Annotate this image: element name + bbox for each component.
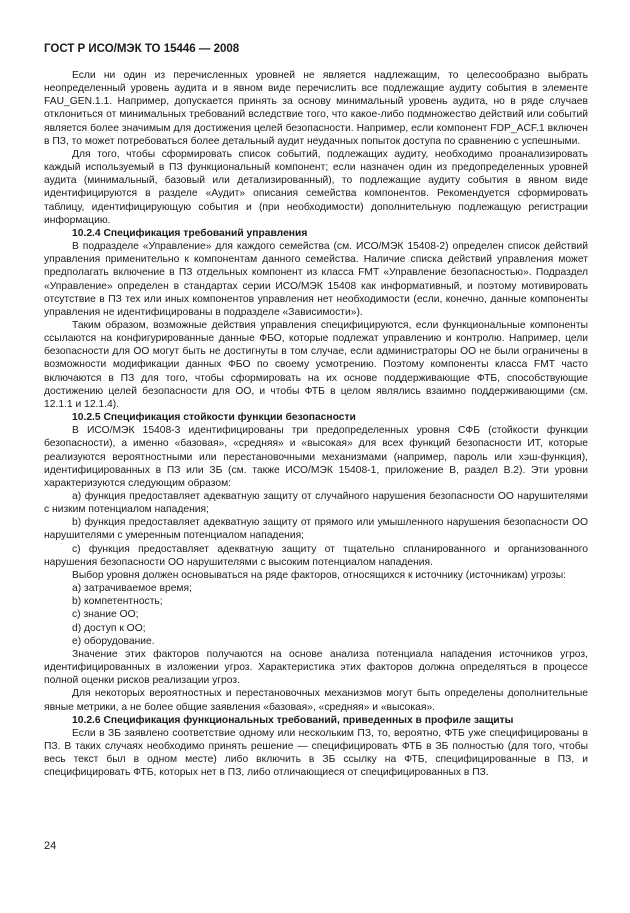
paragraph: В ИСО/МЭК 15408-3 идентифицированы три предопределенных уровня СФБ (стойкости функции безопасности), а именно «базовая», «средняя» и «высокая» для всех функций безопасности ИТ, которые реализуются вероятностными или перестановочными механизмами (например, пароль или хэш-функция), идентифицированных в ПЗ или ЗБ (см. также ИСО/МЭК 15408-1, приложение В, раздел В.2). Эти уровни характеризуются следующим образом: — [44, 425, 588, 489]
list-item: b) функция предоставляет адекватную защиту от прямого или умышленного нарушения безопасности ОО нарушителями с умеренным потенциалом нападения; — [44, 517, 588, 542]
section-heading-10-2-4: 10.2.4 Спецификация требований управления — [72, 227, 308, 239]
paragraph: Таким образом, возможные действия управления специфицируются, если функциональные компоненты ссылаются на конфигурированные данные ФБО, которые подлежат управлению и контролю. Например, цели безопасности для ОО могут быть не достигнуты в том случае, если администраторы ОО не были ограничены в возможности модификации данных ФБО по своему усмотрению. Поэтому компоненты класса FMT часто включаются в ПЗ для того, чтобы сформировать на их основе поддерживающие ФТБ, способствующие достижению целей безопасности для ОО, и чтобы ФТБ в целом являлись взаимно поддерживающими (см. 12.1.1 и 12.1.4). — [44, 319, 588, 410]
section-heading-10-2-5: 10.2.5 Спецификация стойкости функции безопасности — [72, 412, 356, 424]
paragraph: Если ни один из перечисленных уровней не является надлежащим, то целесообразно выбрать неопределенный уровень аудита и в явном виде перечислить все подлежащие аудиту события в элементе FAU_GEN.1.1. Например, допускается принять за основу минимальный уровень аудита, но в ряде случаев отклониться от минимальных требований вследствие того, что какое-либо подмножество действий или событий является более значимым для достижения целей безопасности. Например, если компонент FDP_ACF.1 включен в ПЗ, то может потребоваться более детальный аудит неудачных попыток доступа по сравнению с успешными. — [44, 70, 588, 147]
list-item: b) компетентность; — [72, 596, 163, 608]
list-item: c) знание ОО; — [72, 609, 139, 621]
paragraph: Если в ЗБ заявлено соответствие одному или нескольким ПЗ, то, вероятно, ФТБ уже специфицированы в ПЗ. В таких случаях необходимо принять решение — специфицировать ФТБ в ЗБ полностью (для того, чтобы весь текст был в одном месте) либо включить в ЗБ ссылку на ФТБ, специфицированные в ПЗ, и специфицировать ФТБ, которых нет в ПЗ, либо отличающиеся от специфицированных в ПЗ. — [44, 727, 588, 779]
list-item: a) затрачиваемое время; — [72, 583, 192, 595]
paragraph: Для того, чтобы сформировать список событий, подлежащих аудиту, необходимо проанализировать каждый используемый в ПЗ функциональный компонент; если назначен один из предопределенных уровней аудита (минимальный, базовый или детализированный), то подлежащие аудиту события в явном виде идентифицируются в разделе «Аудит» описания семейства компонентов. Рекомендуется сформировать таблицу, идентифицирующую события и (при необходимости) дополнительную подлежащую регистрации информацию. — [44, 148, 588, 226]
list-item: e) оборудование. — [72, 635, 155, 647]
list-item: c) функция предоставляет адекватную защиту от тщательно спланированного и организованного нарушения безопасности ОО нарушителями с высоким потенциалом нападения. — [44, 543, 588, 568]
paragraph: Выбор уровня должен основываться на ряде факторов, относящихся к источнику (источникам) угрозы: — [72, 569, 567, 581]
page-number: 24 — [44, 840, 57, 852]
list-item: a) функция предоставляет адекватную защиту от случайного нарушения безопасности ОО нарушителями с низким потенциалом нападения; — [44, 491, 588, 516]
paragraph: Значение этих факторов получаются на основе анализа потенциала нападения источников угроз, идентифицированных в изложении угроз. Характеристика этих факторов должна определяться в процессе полной оценки рисков реализации угроз. — [44, 648, 588, 687]
section-heading-10-2-6: 10.2.6 Спецификация функциональных требований, приведенных в профиле защиты — [72, 714, 514, 726]
document-header: ГОСТ Р ИСО/МЭК ТО 15446 — 2008 — [44, 43, 240, 55]
list-item: d) доступ к ОО; — [72, 622, 146, 634]
document-body — [44, 69, 588, 779]
paragraph: В подразделе «Управление» для каждого семейства (см. ИСО/МЭК 15408-2) определен список действий управления применительно к компонентам данного семейства. Наличие списка действий управления может предполагать включение в ПЗ отдельных компонент из класса FMT «Управление безопасностью». Подраздел «Управление» определен в стандартах серии ИСО/МЭК 15408 как информативный, и поэтому мотивировать отсутствие в ПЗ тех или иных компонентов управления нет необходимости (если, конечно, данные компоненты управления не идентифицированы в подразделе «Зависимости»). — [44, 241, 588, 318]
paragraph: Для некоторых вероятностных и перестановочных механизмов могут быть определены дополнительные явные метрики, а не более общие заявления «базовая», «средняя» и «высокая». — [44, 688, 588, 713]
